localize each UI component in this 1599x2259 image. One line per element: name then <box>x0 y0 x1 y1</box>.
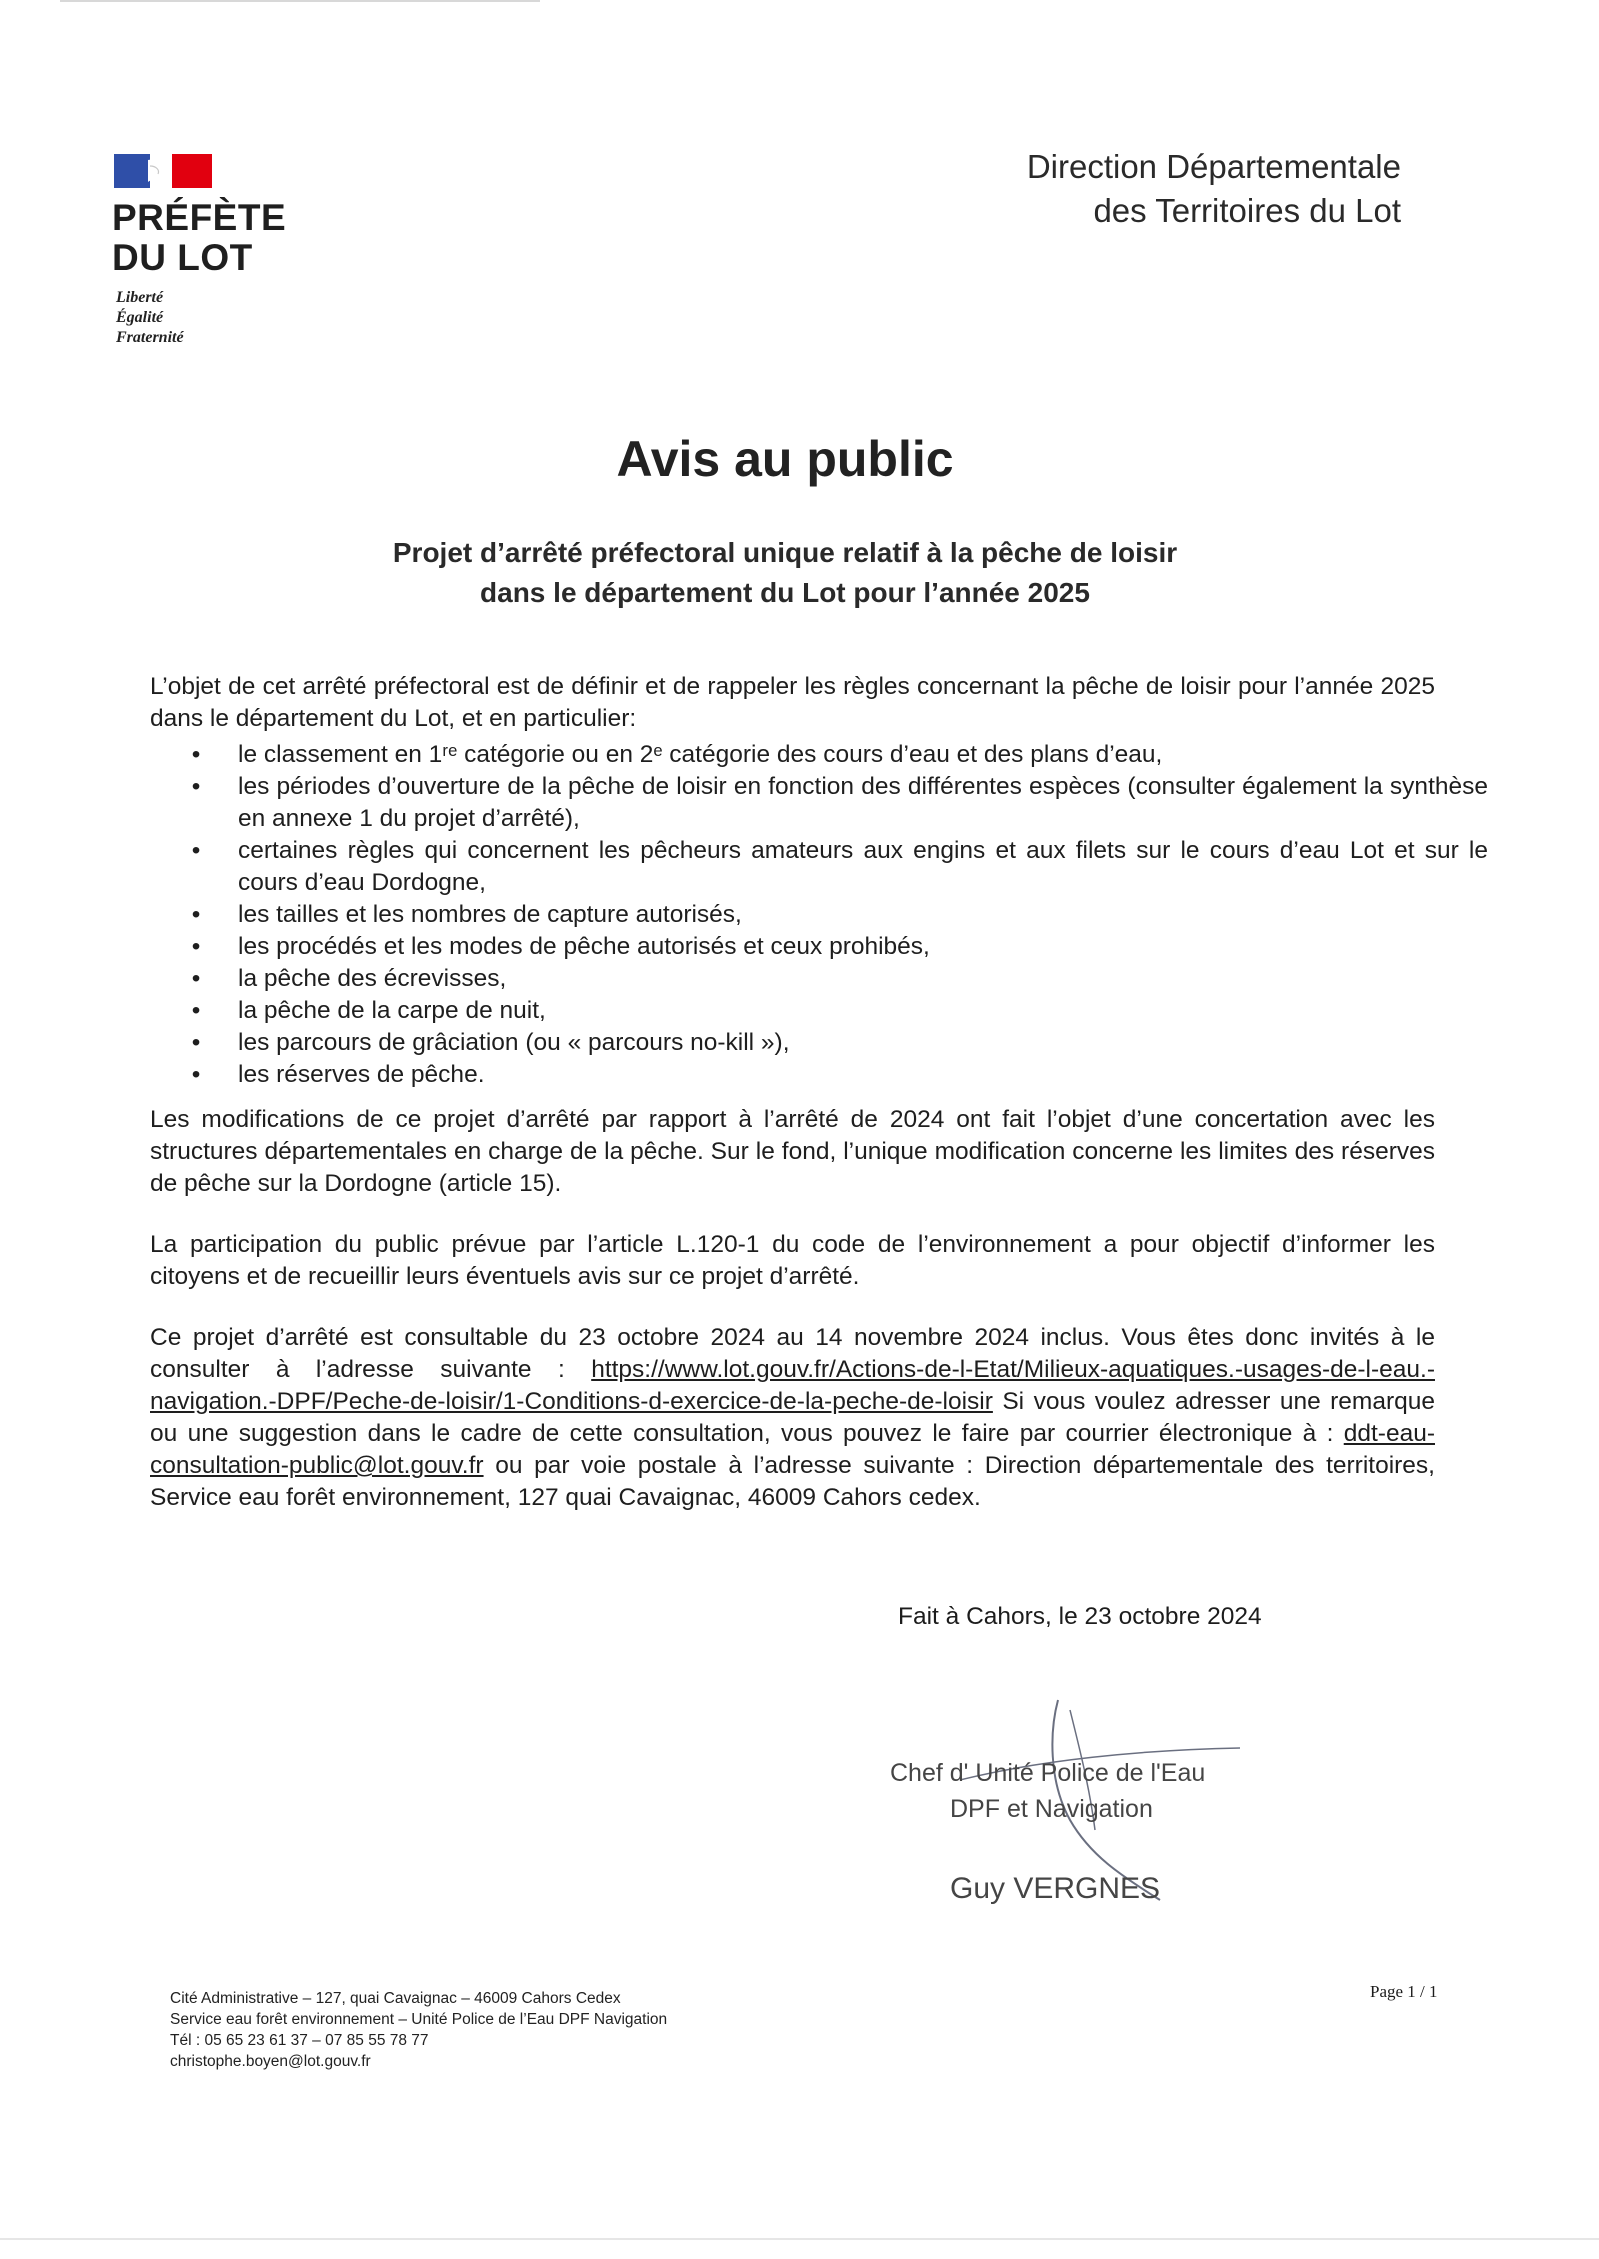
list-item <box>191 963 1488 995</box>
bullet-icon: • <box>191 741 201 768</box>
list-item-text: la pêche des écrevisses, <box>238 965 507 992</box>
republic-motto <box>116 288 184 348</box>
department-line-1: Direction Départementale <box>1026 148 1401 185</box>
bullet-icon: • <box>191 933 201 960</box>
consultation-text-1: Ce projet d’arrêté est consultable du 23 octobre 2024 au 14 novembre 2024 inclus. Vous êtes donc invités à le consulter à l’adresse suivante : <box>150 1324 1435 1383</box>
list-item-text: les procédés et les modes de pêche autorisés et ceux prohibés, <box>238 933 930 960</box>
list-item <box>191 995 1488 1027</box>
list-item <box>191 931 1488 963</box>
list-item-text: les tailles et les nombres de capture autorisés, <box>238 901 742 928</box>
footer-address: Cité Administrative – 127, quai Cavaignac – 46009 Cahors Cedex <box>170 1990 621 2007</box>
prefecture-line-1: PRÉFÈTE <box>112 197 287 238</box>
role-line-2: DPF et Navigation <box>950 1795 1153 1823</box>
motto-egalite: Égalité <box>116 309 164 326</box>
issuing-department <box>1027 145 1401 233</box>
bullet-icon: • <box>191 837 201 864</box>
list-item-text: les parcours de grâciation (ou « parcours no-kill »), <box>238 1029 790 1056</box>
motto-fraternite: Fraternité <box>116 329 184 346</box>
prefecture-name <box>112 198 286 278</box>
scan-bottom-line <box>0 2238 1599 2240</box>
page-number: Page 1 / 1 <box>1370 1982 1438 2001</box>
signatory-name: Guy VERGNES <box>950 1872 1161 1905</box>
list-item-text: les périodes d’ouverture de la pêche de loisir en fonction des différentes espèces (consulter également la synthèse en annexe 1 du projet d’arrêté), <box>238 773 1488 832</box>
footer-email[interactable]: christophe.boyen@lot.gouv.fr <box>170 2053 371 2070</box>
consultation-text-2: Si vous voulez adresser une remarque ou une suggestion dans le cadre de cette consultation, vous pouvez le faire par courrier électronique à : <box>150 1388 1435 1447</box>
footer-phone: Tél : 05 65 23 61 37 – 07 85 55 78 77 <box>170 2032 429 2049</box>
intro-paragraph: L’objet de cet arrêté préfectoral est de définir et de rappeler les règles concernant la pêche de loisir pour l’année 2025 dans le département du Lot, et en particulier: <box>150 673 1435 732</box>
consultation-url-link[interactable]: https://www.lot.gouv.fr/Actions-de-l-Etat/Milieux-aquatiques.-usages-de-l-eau.-navigation.-DPF/Peche-de-loisir/1-Conditions-d-exercice-de-la-peche-de-loisir <box>150 1356 1435 1415</box>
motto-liberte: Liberté <box>116 289 164 306</box>
participation-paragraph: La participation du public prévue par l’article L.120-1 du code de l’environnement a pour objectif d’informer les citoyens et de recueillir leurs éventuels avis sur ce projet d’arrêté. <box>150 1231 1435 1290</box>
list-item <box>191 835 1488 899</box>
modifications-paragraph: Les modifications de ce projet d’arrêté par rapport à l’arrêté de 2024 ont fait l’objet d’une concertation avec les structures départementales en charge de la pêche. Sur le fond, l’unique modification concerne les limites des réserves de pêche sur la Dordogne (article 15). <box>150 1106 1435 1197</box>
subtitle-line-1: Projet d’arrêté préfectoral unique relatif à la pêche de loisir <box>392 537 1178 568</box>
scan-edge-line <box>60 0 540 2</box>
page-title: Avis au public <box>616 431 954 487</box>
page-subtitle <box>0 533 1570 613</box>
subtitle-line-2: dans le département du Lot pour l’année 2025 <box>480 577 1090 608</box>
footer-service: Service eau forêt environnement – Unité Police de l’Eau DPF Navigation <box>170 2011 668 2028</box>
list-item <box>191 739 1488 771</box>
footer-contact <box>170 1988 667 2072</box>
list-item-text: le classement en 1ʳᵉ catégorie ou en 2ᵉ catégorie des cours d’eau et des plans d’eau, <box>238 741 1163 768</box>
consultation-paragraph <box>150 1322 1435 1514</box>
bullet-icon: • <box>191 965 201 992</box>
rules-list <box>186 739 1488 1091</box>
list-item <box>191 1027 1488 1059</box>
bullet-icon: • <box>191 773 201 800</box>
bullet-icon: • <box>191 997 201 1024</box>
list-item <box>191 1059 1488 1091</box>
marianne-logo-icon <box>114 152 214 190</box>
list-item <box>191 771 1488 835</box>
list-item <box>191 899 1488 931</box>
signature-date: Fait à Cahors, le 23 octobre 2024 <box>898 1603 1262 1630</box>
prefecture-line-2: DU LOT <box>112 237 253 278</box>
list-item-text: la pêche de la carpe de nuit, <box>238 997 546 1024</box>
consultation-email-link[interactable]: ddt-eau-consultation-public@lot.gouv.fr <box>150 1420 1435 1479</box>
bullet-icon: • <box>191 1029 201 1056</box>
bullet-icon: • <box>191 901 201 928</box>
department-line-2: des Territoires du Lot <box>1093 192 1401 229</box>
signatory-role <box>890 1755 1205 1827</box>
bullet-icon: • <box>191 1061 201 1088</box>
role-line-1: Chef d' Unité Police de l'Eau <box>890 1759 1206 1787</box>
consultation-text-3: ou par voie postale à l’adresse suivante : Direction départementale des territoires, Service eau forêt environnement, 127 quai Cavaignac, 46009 Cahors cedex. <box>150 1452 1435 1511</box>
list-item-text: les réserves de pêche. <box>238 1061 485 1088</box>
list-item-text: certaines règles qui concernent les pêcheurs amateurs aux engins et aux filets sur le cours d’eau Lot et sur le cours d’eau Dordogne, <box>238 837 1488 896</box>
